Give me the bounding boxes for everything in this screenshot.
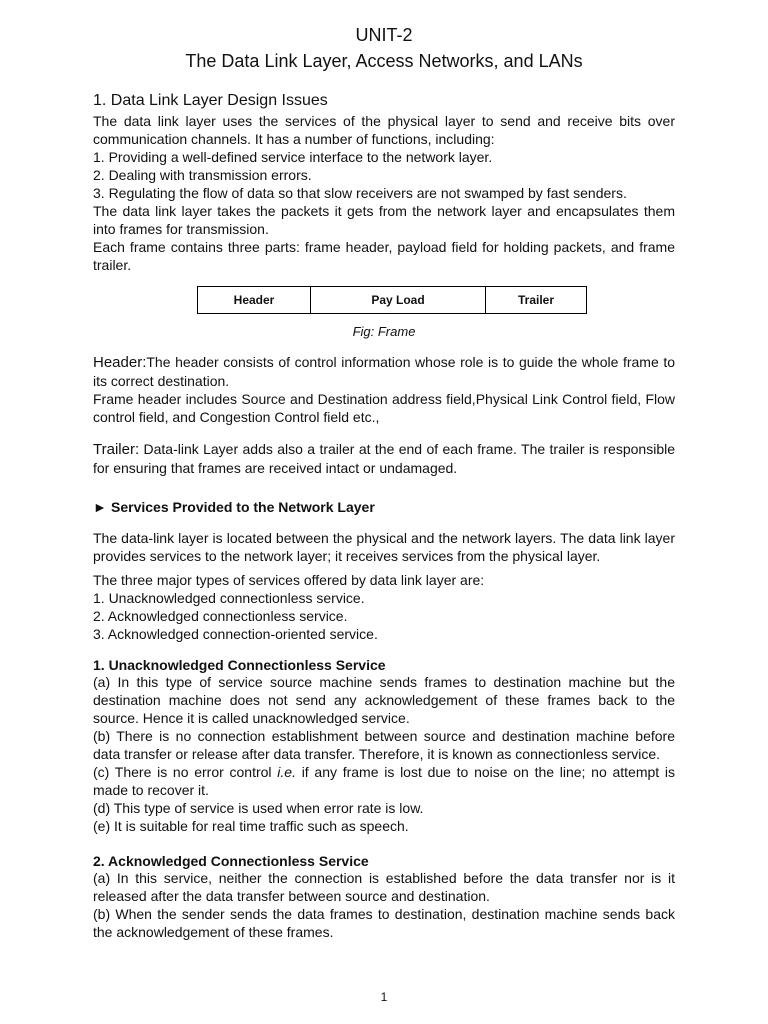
frame-cell-header: Header (198, 287, 311, 314)
page-title: The Data Link Layer, Access Networks, and LANs (185, 51, 583, 71)
frame-cell-trailer: Trailer (486, 287, 587, 314)
unack-c-post: if any frame is lost due to noise on the line; no attempt is made to recover it. (93, 764, 675, 798)
services-heading-text: Services Provided to the Network Layer (111, 499, 375, 515)
header-label: Header: (93, 354, 147, 371)
unack-point-a: (a) In this type of service source machine sends frames to destination machine but the destination machine does not send any acknowledgement of these frames back to the source. Hence it is called unacknowledged service. (93, 674, 675, 726)
service-type-3: 3. Acknowledged connection-oriented service. (93, 626, 378, 642)
trailer-definition (93, 440, 675, 477)
unit-title: UNIT-2 (355, 25, 413, 45)
unack-point-c (93, 763, 675, 799)
unack-point-e: (e) It is suitable for real time traffic such as speech. (93, 818, 409, 834)
function-item-1: 1. Providing a well-defined service interface to the network layer. (93, 149, 493, 165)
bullet-arrow-icon: ► (93, 499, 107, 515)
encapsulation-paragraph: The data link layer takes the packets it gets from the network layer and encapsulates them into frames for transmission. (93, 203, 675, 237)
frame-parts-paragraph: Each frame contains three parts: frame header, payload field for holding packets, and frame trailer. (93, 239, 675, 273)
service-type-1: 1. Unacknowledged connectionless service. (93, 590, 365, 606)
services-heading (93, 499, 675, 515)
document-page (93, 22, 675, 941)
unack-heading: 1. Unacknowledged Connectionless Service (93, 657, 386, 673)
trailer-definition-text: Data-link Layer adds also a trailer at the end of each frame. The trailer is responsible for ensuring that frames are received intact or undamaged. (93, 441, 675, 476)
unack-c-pre: (c) There is no error control (93, 764, 278, 780)
header-definition (93, 353, 675, 390)
frame-diagram (197, 286, 587, 314)
service-type-2: 2. Acknowledged connectionless service. (93, 608, 348, 624)
page-number: 1 (380, 990, 388, 1004)
ack-point-a: (a) In this service, neither the connection is established before the data transfer nor is it released after the data transfer between source and destination. (93, 870, 675, 904)
section-heading-design-issues: 1. Data Link Layer Design Issues (93, 92, 328, 109)
unack-c-ie: i.e. (277, 764, 296, 780)
function-item-2: 2. Dealing with transmission errors. (93, 167, 312, 183)
unack-point-d: (d) This type of service is used when error rate is low. (93, 800, 424, 816)
unack-point-b: (b) There is no connection establishment between source and destination machine before data transfer or release after data transfer. Therefore, it is known as connectionless service. (93, 728, 675, 762)
services-paragraph: The data-link layer is located between the physical and the network layers. The data link layer provides services to the network layer; it receives services from the physical layer. (93, 530, 675, 564)
frame-cell-payload: Pay Load (311, 287, 486, 314)
header-fields-paragraph: Frame header includes Source and Destination address field,Physical Link Control field, Flow control field, and Congestion Control field etc., (93, 391, 675, 425)
function-item-3: 3. Regulating the flow of data so that slow receivers are not swamped by fast senders. (93, 185, 627, 201)
trailer-label: Trailer: (93, 441, 140, 458)
ack-heading: 2. Acknowledged Connectionless Service (93, 853, 369, 869)
intro-paragraph: The data link layer uses the services of the physical layer to send and receive bits over communication channels. It has a number of functions, including: (93, 113, 675, 147)
service-types-intro: The three major types of services offered by data link layer are: (93, 572, 485, 588)
figure-caption: Fig: Frame (352, 324, 416, 339)
ack-point-b: (b) When the sender sends the data frames to destination, destination machine sends back the acknowledgement of these frames. (93, 906, 675, 940)
header-definition-text: The header consists of control information whose role is to guide the whole frame to its correct destination. (93, 354, 675, 389)
